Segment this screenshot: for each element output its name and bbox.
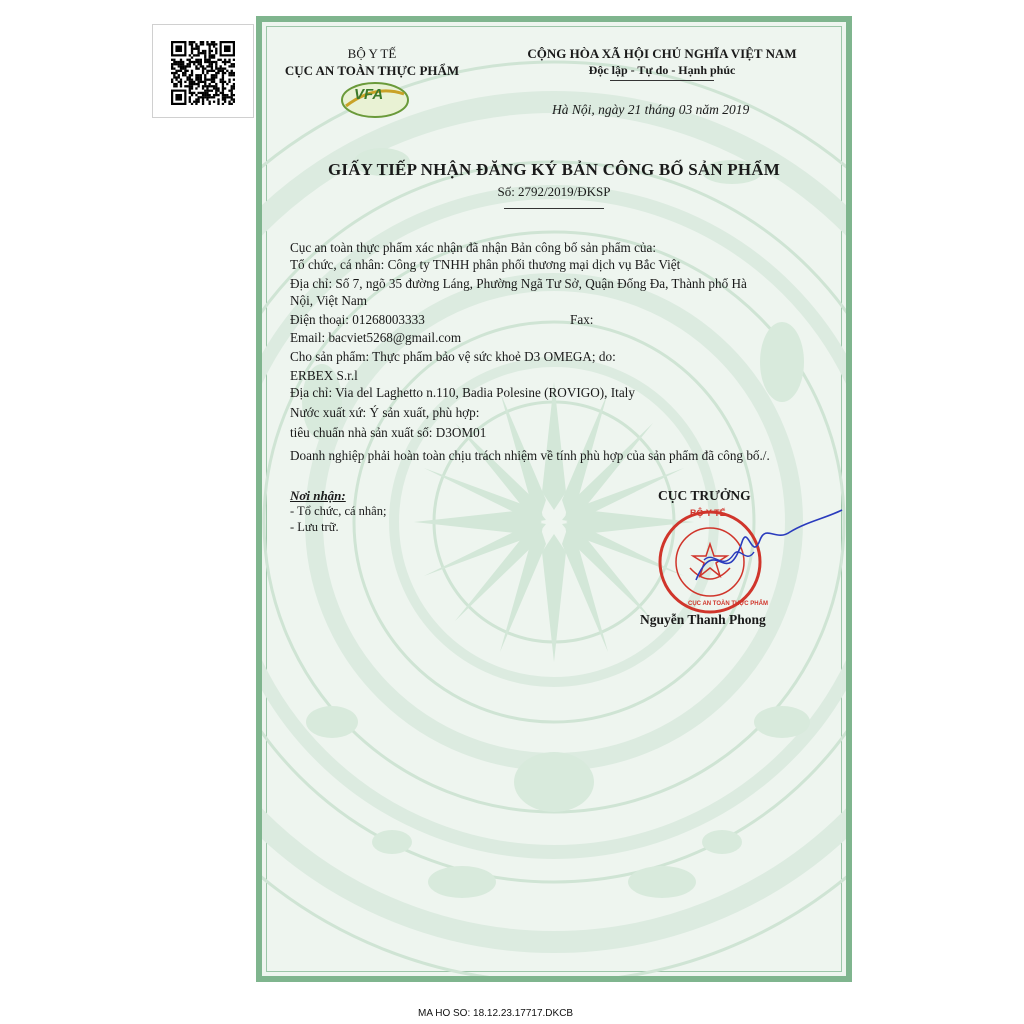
stamp-top-text: BỘ Y TẾ: [690, 508, 726, 518]
recipients-heading: Nơi nhận:: [290, 488, 346, 503]
signatory-title: CỤC TRƯỞNG: [658, 488, 751, 503]
body-line: Tổ chức, cá nhân: Công ty TNHH phân phối thương mại dịch vụ Bắc Việt: [290, 257, 681, 272]
agency-name: CỤC AN TOÀN THỰC PHẨM: [284, 63, 460, 78]
title-divider: [504, 208, 604, 209]
recipient-item: - Lưu trữ.: [290, 520, 339, 534]
qr-code-box: [152, 24, 254, 118]
recipient-item: - Tổ chức, cá nhân;: [290, 504, 387, 518]
body-line: Doanh nghiệp phải hoàn toàn chịu trách nhiệm về tính phù hợp của sản phẩm đã công bố./.: [290, 448, 770, 463]
qr-code-icon: [171, 41, 235, 105]
body-line: Nội, Việt Nam: [290, 293, 367, 308]
body-line: Địa chỉ: Via del Laghetto n.110, Badia Polesine (ROVIGO), Italy: [290, 385, 635, 400]
body-line: Địa chỉ: Số 7, ngõ 35 đường Láng, Phường Ngã Tư Sở, Quận Đống Đa, Thành phố Hà: [290, 276, 747, 291]
body-line: Nước xuất xứ: Ý sản xuất, phù hợp:: [290, 405, 480, 420]
body-line: Cục an toàn thực phẩm xác nhận đã nhận Bản công bố sản phẩm của:: [290, 240, 657, 255]
record-code: MA HO SO: 18.12.23.17717.DKCB: [418, 1008, 574, 1019]
email-line: Email: bacviet5268@gmail.com: [290, 330, 462, 345]
body-line: Cho sản phẩm: Thực phẩm bảo vệ sức khoẻ D3 OMEGA; do:: [290, 349, 616, 364]
motto-underline: [610, 80, 714, 81]
document-number: Số: 2792/2019/ĐKSP: [497, 184, 611, 199]
body-line: tiêu chuẩn nhà sản xuất số: D3OM01: [290, 425, 487, 440]
certificate: [256, 16, 852, 982]
body-line: ERBEX S.r.l: [290, 368, 358, 383]
signatory-name: Nguyễn Thanh Phong: [640, 612, 766, 627]
document-title: GIẤY TIẾP NHẬN ĐĂNG KÝ BẢN CÔNG BỐ SẢN PHẨM: [327, 160, 781, 179]
vfa-logo-text: VFA: [354, 86, 384, 103]
issue-date: Hà Nội, ngày 21 tháng 03 năm 2019: [552, 102, 750, 117]
ministry-name: BỘ Y TẾ: [347, 46, 397, 61]
phone-line: Điện thoại: 01268003333: [290, 312, 425, 327]
stamp-ring-text: CỤC AN TOÀN THỰC PHẨM: [688, 601, 768, 607]
nation-motto: Độc lập - Tự do - Hạnh phúc: [588, 63, 736, 77]
fax-label: Fax:: [570, 312, 594, 327]
nation-name: CỘNG HÒA XÃ HỘI CHỦ NGHĨA VIỆT NAM: [527, 46, 797, 61]
